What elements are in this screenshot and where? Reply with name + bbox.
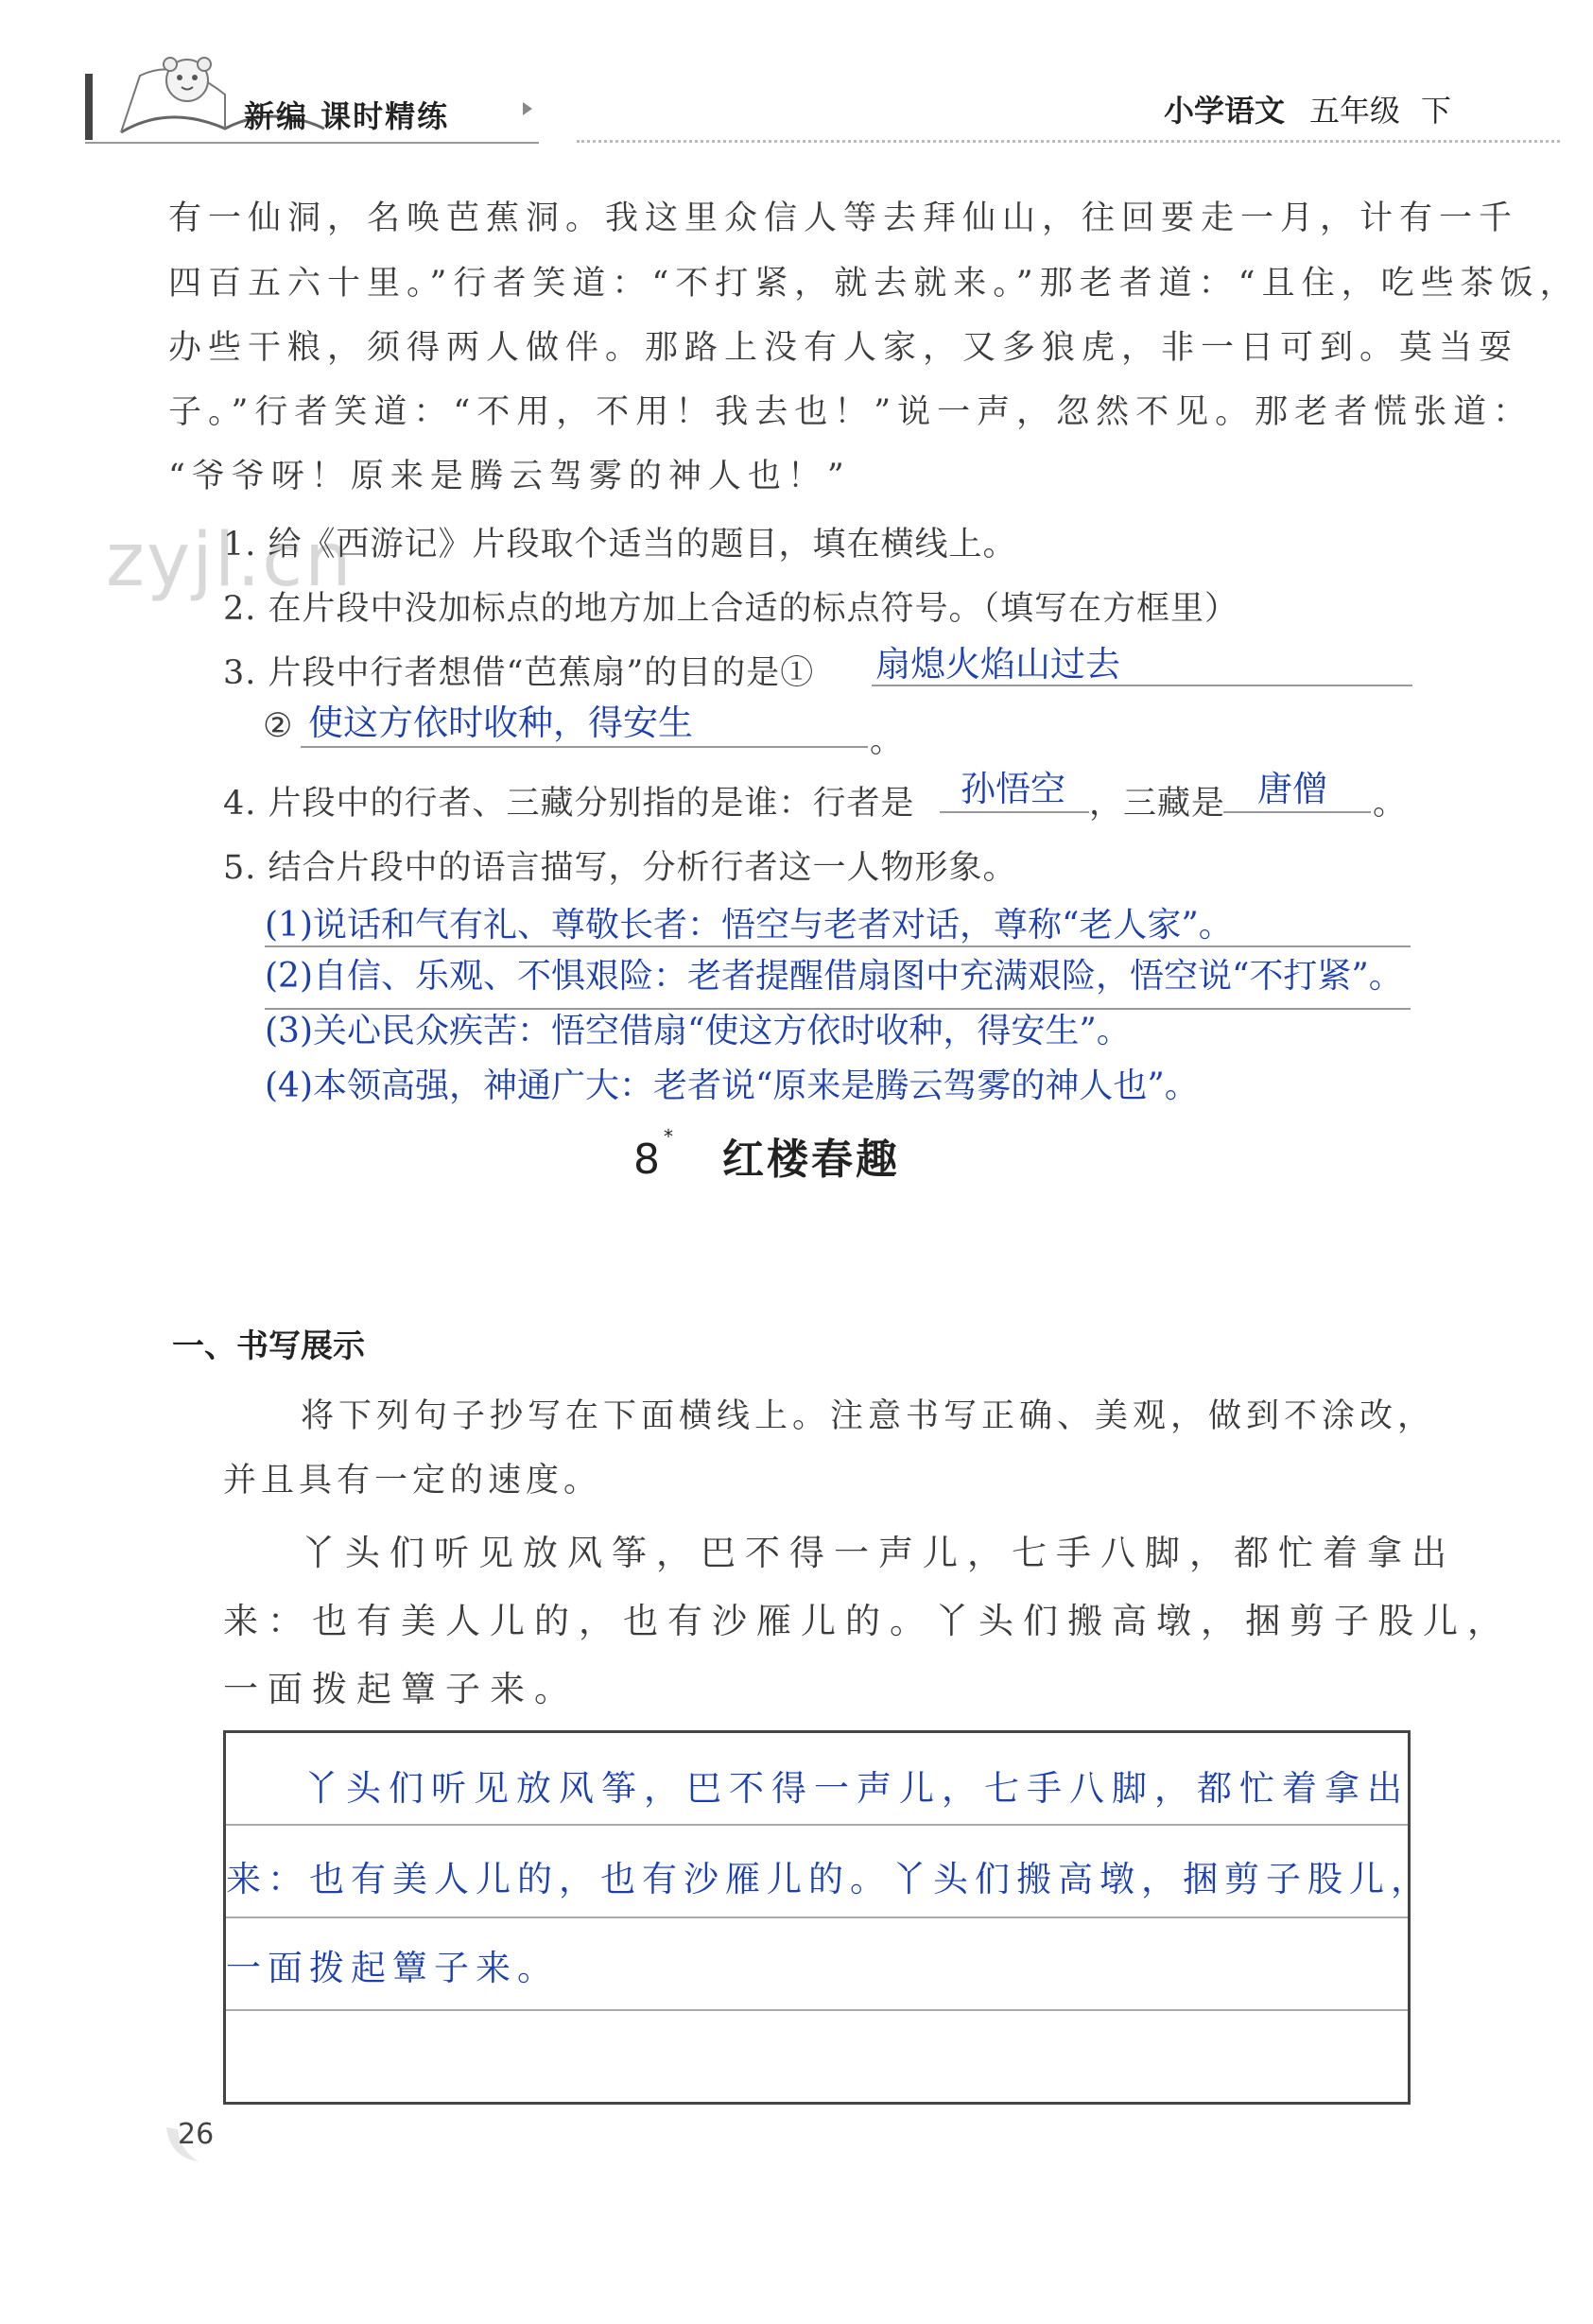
writing-box — [223, 1730, 1432, 2105]
grade-label: 五年级 — [1308, 93, 1400, 129]
question-3-mark-2: ② — [263, 707, 294, 745]
header-course-info — [1164, 87, 1451, 130]
lesson-name: 红楼春趣 — [722, 1136, 900, 1184]
lesson-star: * — [664, 1125, 673, 1148]
box-rule — [226, 1916, 1408, 1918]
header-bar — [85, 74, 93, 140]
instruction-line: 并且具有一定的速度。 — [223, 1462, 602, 1500]
question-1: 1. 给《西游记》片段取个适当的题目，填在横线上。 — [223, 526, 1017, 564]
answer-3-2: 使这方依时收种，得安生 — [308, 702, 693, 743]
answer-5-1: (1)说话和气有礼、尊敬长者：悟空与老者对话，尊称“老人家”。 — [265, 906, 1233, 945]
page-number — [161, 2108, 217, 2165]
copy-line: 一面拨起簟子来。 — [226, 1948, 559, 1988]
answer-line — [1223, 811, 1371, 813]
answer-line — [265, 945, 1411, 947]
answer-line — [301, 746, 868, 748]
term-label: 下 — [1420, 93, 1451, 129]
header-dotted-rule — [577, 140, 1560, 143]
answer-line — [940, 811, 1089, 813]
section-heading: 一、书写展示 — [172, 1327, 365, 1365]
lesson-number: 8 — [633, 1136, 660, 1184]
passage-line: 四百五六十里。”行者笑道：“不打紧，就去就来。”那老者道：“且住，吃些茶饭， — [168, 265, 1580, 303]
answer-5-3: (3)关心民众疾苦：悟空借扇“使这方依时收种，得安生”。 — [265, 1012, 1131, 1050]
question-4-end: 。 — [1373, 785, 1408, 823]
sentence-line: 来：也有美人儿的，也有沙雁儿的。丫头们搬高墩，捆剪子股儿， — [223, 1601, 1512, 1641]
question-2: 2. 在片段中没加标点的地方加上合适的标点符号。（填写在方框里） — [223, 590, 1239, 628]
question-5: 5. 结合片段中的语言描写，分析行者这一人物形象。 — [223, 849, 1017, 887]
passage-line: “爷爷呀！原来是腾云驾雾的神人也！” — [168, 458, 851, 495]
answer-3-1: 扇熄火焰山过去 — [875, 644, 1120, 685]
box-rule — [226, 2009, 1408, 2011]
passage-line: 办些干粮，须得两人做伴。那路上没有人家，又多狼虎，非一日可到。莫当耍 — [168, 329, 1519, 367]
copy-line: 丫头们听见放风筝，巴不得一声儿，七手八脚，都忙着拿出 — [303, 1768, 1410, 1809]
box-rule — [226, 1824, 1408, 1826]
question-3-prefix: 3. 片段中行者想借“芭蕉扇”的目的是① — [223, 654, 815, 692]
page-header — [85, 28, 1555, 132]
answer-4-2: 唐僧 — [1257, 769, 1327, 809]
answer-line — [872, 685, 1412, 686]
subject-label: 小学语文 — [1163, 93, 1285, 129]
question-3-end: 。 — [870, 722, 905, 760]
page-number-text: 26 — [178, 2118, 215, 2151]
passage-line: 子。”行者笑道：“不用，不用！我去也！”说一声，忽然不见。那老者慌张道： — [168, 393, 1533, 431]
lesson-title — [633, 1125, 900, 1186]
answer-5-4: (4)本领高强，神通广大：老者说“原来是腾云驾雾的神人也”。 — [265, 1067, 1199, 1105]
question-4-mid: ，三藏是 — [1089, 785, 1226, 823]
series-title: 新编 课时精练 — [244, 98, 450, 134]
sentence-line: 一面拨起簟子来。 — [223, 1669, 579, 1709]
copy-line: 来：也有美人儿的，也有沙雁儿的。丫头们搬高墩，捆剪子股儿， — [226, 1859, 1432, 1899]
passage-line: 有一仙洞，名唤芭蕉洞。我这里众信人等去拜仙山，往回要走一月，计有一千 — [168, 199, 1519, 237]
answer-5-2: (2)自信、乐观、不惧艰险：老者提醒借扇图中充满艰险，悟空说“不打紧”。 — [265, 957, 1403, 996]
instruction-line: 将下列句子抄写在下面横线上。注意书写正确、美观，做到不涂改， — [301, 1397, 1436, 1435]
header-underline — [85, 142, 539, 144]
question-4-prefix: 4. 片段中的行者、三藏分别指的是谁：行者是 — [223, 785, 915, 823]
answer-4-1: 孙悟空 — [961, 769, 1065, 809]
watermark: zyjl.cn — [106, 518, 354, 603]
sentence-line: 丫头们听见放风筝，巴不得一声儿，七手八脚，都忙着拿出 — [301, 1533, 1456, 1573]
arrow-right-icon — [523, 102, 532, 115]
